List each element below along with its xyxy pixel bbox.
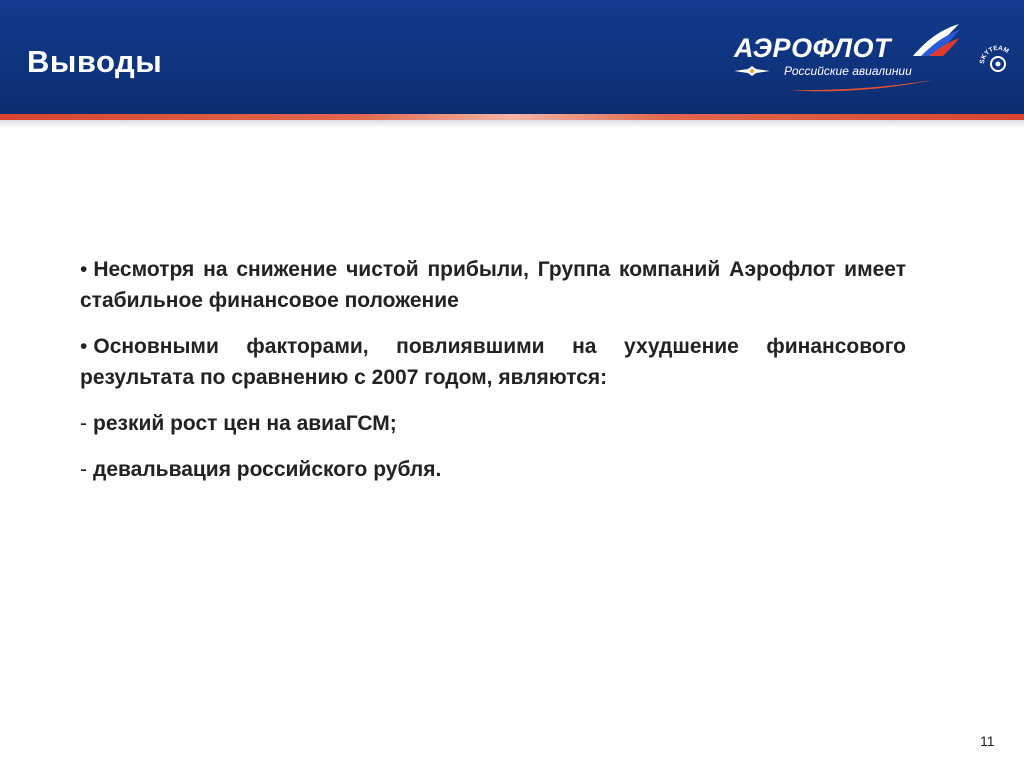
slide-header bbox=[0, 0, 1024, 114]
logo-swoosh-icon bbox=[786, 78, 936, 94]
page-number: 11 bbox=[980, 733, 995, 749]
dash-item bbox=[80, 454, 906, 485]
aeroflot-logo bbox=[726, 20, 956, 100]
wings-emblem-icon bbox=[732, 64, 772, 78]
skyteam-logo-icon bbox=[978, 44, 1018, 84]
dash-text: девальвация российского рубля. bbox=[93, 458, 442, 481]
bullet-text: Несмотря на снижение чистой прибыли, Группа компаний Аэрофлот имеет стабильное финансовое положение bbox=[80, 258, 906, 312]
bullet-text: Основными факторами, повлиявшими на ухудшение финансового результата по сравнению с 2007 годом, являются: bbox=[80, 335, 906, 389]
dash-item bbox=[80, 408, 906, 439]
dash-text: резкий рост цен на авиаГСМ; bbox=[93, 412, 397, 435]
bullet-icon: • bbox=[80, 335, 88, 358]
bullet-item bbox=[80, 331, 906, 393]
dash-icon: - bbox=[80, 458, 87, 481]
dash-icon: - bbox=[80, 412, 87, 435]
skyteam-label: SKYTEAM bbox=[978, 44, 1010, 65]
bullet-icon: • bbox=[80, 258, 88, 281]
bullet-item bbox=[80, 254, 906, 316]
slide-title: Выводы bbox=[27, 44, 163, 79]
logo-subtitle: Российские авиалинии bbox=[784, 64, 912, 78]
russian-flag-wing-icon bbox=[911, 22, 961, 62]
slide-body bbox=[80, 254, 906, 500]
header-shadow bbox=[0, 120, 1024, 128]
logo-name: АЭРОФЛОТ bbox=[734, 33, 892, 63]
